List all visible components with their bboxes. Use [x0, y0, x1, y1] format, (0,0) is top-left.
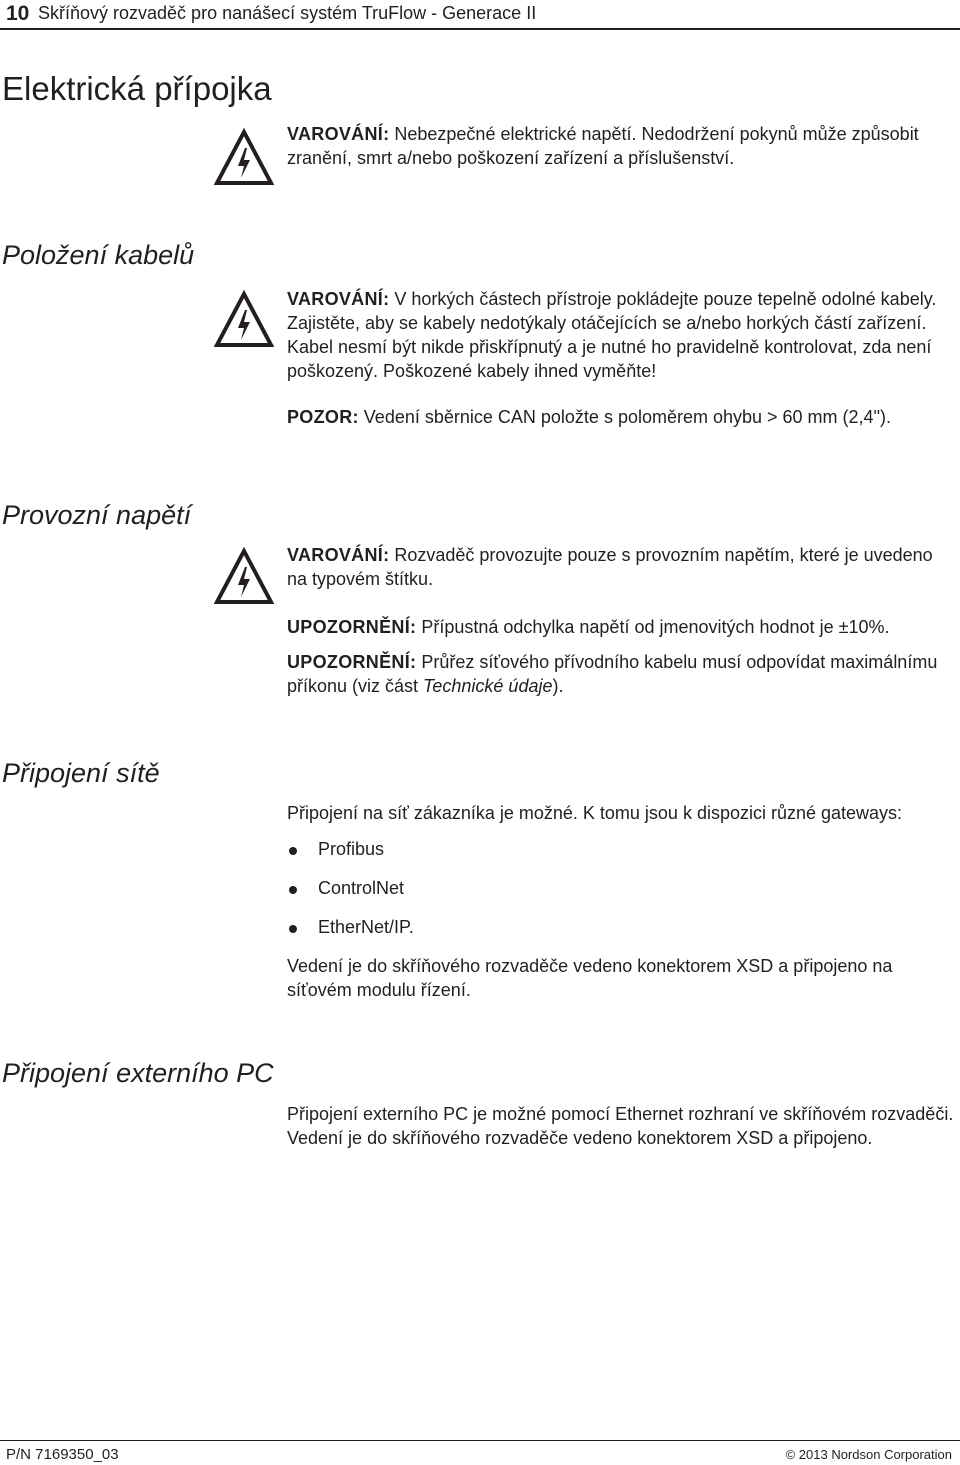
bullet-icon [289, 886, 297, 894]
reference-technical-data: Technické údaje [423, 676, 553, 696]
heading-cables: Položení kabelů [2, 240, 195, 270]
external-pc-text: Připojení externího PC je možné pomocí Ethernet rozhraní ve skříňovém rozvaděči. Vedení je do skříňového rozvaděče vedeno konektorem XSD a připojeno. [287, 1104, 954, 1148]
heading-network: Připojení sítě [2, 758, 160, 788]
warning-general: VAROVÁNÍ: Nebezpečné elektrické napětí. Nedodržení pokynů může způsobit zranění, smrt a/nebo poškození zařízení a příslušenství. [287, 124, 919, 168]
header-rule [0, 28, 960, 30]
list-item: Profibus [318, 839, 385, 859]
bullet-icon [289, 847, 297, 855]
note-cross-section: UPOZORNĚNÍ: Průřez síťového přívodního kabelu musí odpovídat maximálnímu příkonu (viz část Technické údaje). [287, 652, 938, 696]
electrical-hazard-warning-icon [214, 290, 274, 348]
running-title: Skříňový rozvaděč pro nanášecí systém TruFlow - Generace II [38, 3, 537, 23]
page-title: Elektrická přípojka [2, 70, 272, 107]
caution-can-bus: POZOR: Vedení sběrnice CAN položte s poloměrem ohybu > 60 mm (2,4"). [287, 407, 891, 427]
heading-external-pc: Připojení externího PC [2, 1058, 274, 1088]
heading-voltage: Provozní napětí [2, 500, 192, 530]
note-tolerance: UPOZORNĚNÍ: Přípustná odchylka napětí od jmenovitých hodnot je ±10%. [287, 617, 890, 637]
network-intro: Připojení na síť zákazníka je možné. K tomu jsou k dispozici různé gateways: [287, 803, 903, 823]
footer-rule [0, 1440, 960, 1441]
bullet-icon [289, 925, 297, 933]
electrical-hazard-warning-icon [214, 547, 274, 605]
part-number: P/N 7169350_03 [6, 1446, 119, 1463]
warning-voltage: VAROVÁNÍ: Rozvaděč provozujte pouze s provozním napětím, které je uvedeno na typovém štítku. [287, 545, 933, 589]
network-text: Vedení je do skříňového rozvaděče vedeno konektorem XSD a připojeno na síťovém modulu řízení. [287, 956, 893, 1000]
list-item: ControlNet [318, 878, 405, 898]
electrical-hazard-warning-icon [214, 128, 274, 186]
list-item: EtherNet/IP. [318, 917, 414, 937]
copyright: © 2013 Nordson Corporation [785, 1447, 952, 1462]
page-number: 10 [6, 2, 30, 25]
warning-cables: VAROVÁNÍ: V horkých částech přístroje pokládejte pouze tepelně odolné kabely. Zajistěte, aby se kabely nedotýkaly otáčejících se a/nebo horkých částí zařízení. Kabel nesmí být nikde přiskřípnutý a je nutné ho pravidelně kontrolovat, zda není poškozený. Poškozené kabely ihned vyměňte! [287, 289, 937, 381]
